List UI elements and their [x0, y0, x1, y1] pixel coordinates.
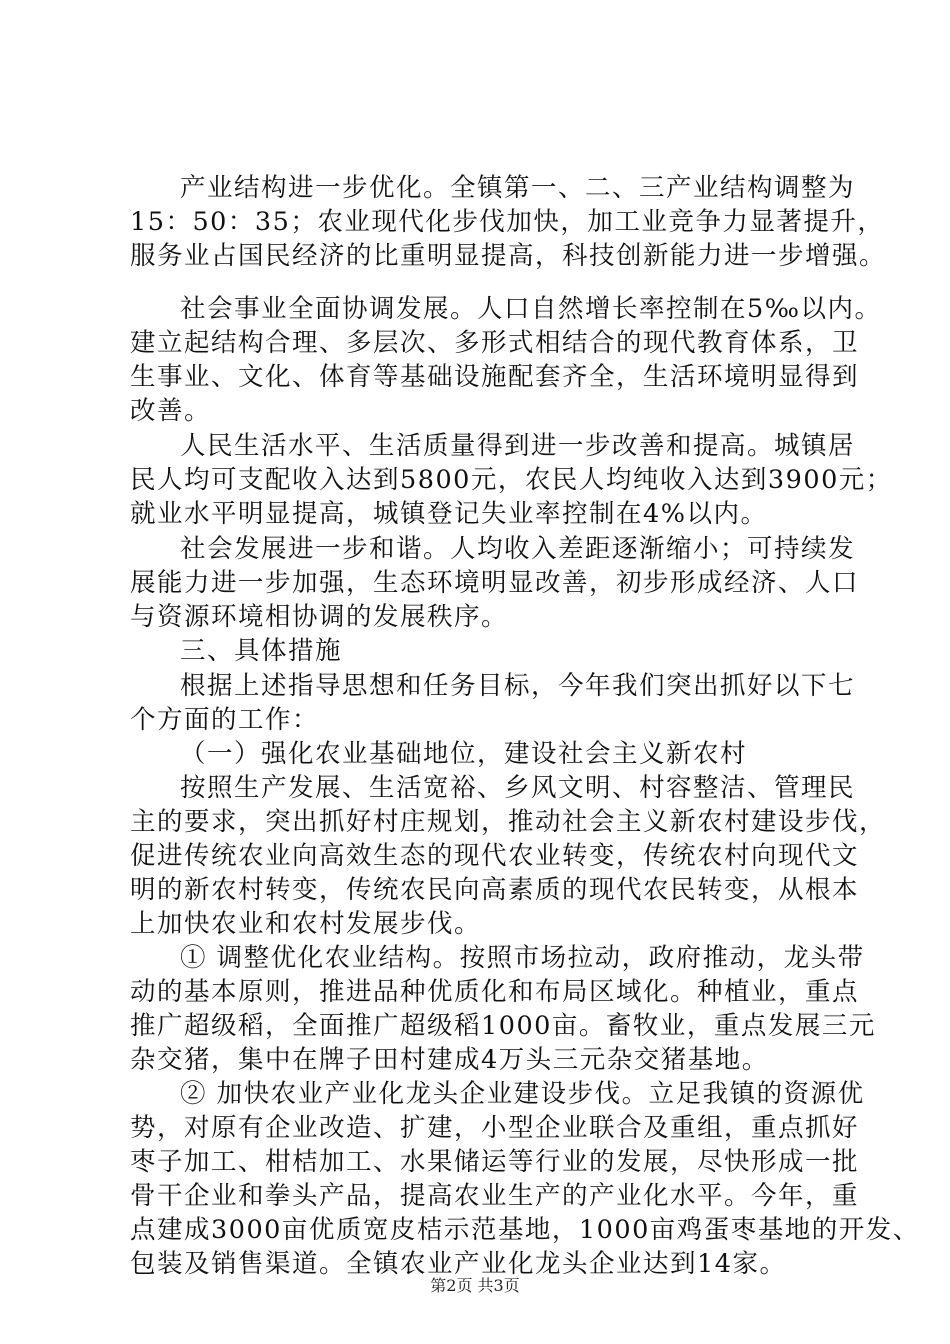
paragraph-line: ② 加快农业产业化龙头企业建设步伐。立足我镇的资源优 — [180, 1079, 865, 1109]
paragraph-line: 推广超级稻，全面推广超级稻1000亩。畜牧业，重点发展三元 — [130, 1011, 876, 1041]
paragraph-line: 产业结构进一步优化。全镇第一、二、三产业结构调整为 — [180, 173, 856, 203]
paragraph-line: ① 调整优化农业结构。按照市场拉动，政府推动，龙头带 — [180, 943, 865, 973]
paragraph-line: 人民生活水平、生活质量得到进一步改善和提高。城镇居 — [180, 431, 856, 461]
paragraph-line: 势，对原有企业改造、扩建，小型企业联合及重组，重点抓好 — [130, 1113, 860, 1143]
paragraph-line: 与资源环境相协调的发展秩序。 — [130, 602, 509, 632]
paragraph-line: 社会事业全面协调发展。人口自然增长率控制在5‰以内。 — [180, 294, 882, 324]
section-heading: 三、具体措施 — [180, 636, 343, 666]
paragraph-line: 动的基本原则，推进品种优质化和布局区域化。种植业，重点 — [130, 977, 860, 1007]
paragraph-line: 生事业、文化、体育等基础设施配套齐全，生活环境明显得到 — [130, 362, 860, 392]
paragraph-line: 改善。 — [130, 396, 212, 426]
paragraph-line: 主的要求，突出抓好村庄规划，推动社会主义新农村建设步伐， — [130, 807, 887, 837]
subsection-heading: （一）强化农业基础地位，建设社会主义新农村 — [180, 739, 748, 769]
paragraph-line: 15：50：35；农业现代化步伐加快，加工业竞争力显著提升， — [130, 207, 885, 237]
page-number-footer: 第2页 共3页 — [430, 1276, 520, 1295]
paragraph-line: 明的新农村转变，传统农民向高素质的现代农民转变，从根本 — [130, 875, 860, 905]
paragraph-line: 个方面的工作： — [130, 705, 320, 735]
paragraph-line: 服务业占国民经济的比重明显提高，科技创新能力进一步增强。 — [130, 241, 887, 271]
paragraph-line: 包装及销售渠道。全镇农业产业化龙头企业达到14家。 — [130, 1249, 787, 1279]
paragraph-line: 社会发展进一步和谐。人均收入差距逐渐缩小；可持续发 — [180, 534, 856, 564]
paragraph-line: 建立起结构合理、多层次、多形式相结合的现代教育体系，卫 — [130, 328, 860, 358]
paragraph-line: 展能力进一步加强，生态环境明显改善，初步形成经济、人口 — [130, 568, 860, 598]
paragraph-line: 枣子加工、柑桔加工、水果储运等行业的发展，尽快形成一批 — [130, 1147, 860, 1177]
paragraph-line: 点建成3000亩优质宽皮桔示范基地，1000亩鸡蛋枣基地的开发、 — [130, 1215, 920, 1245]
paragraph-line: 按照生产发展、生活宽裕、乡风文明、村容整洁、管理民 — [180, 773, 856, 803]
paragraph-line: 民人均可支配收入达到5800元，农民人均纯收入达到3900元； — [130, 465, 893, 495]
paragraph-line: 就业水平明显提高，城镇登记失业率控制在4%以内。 — [130, 499, 768, 529]
paragraph-line: 杂交猪，集中在牌子田村建成4万头三元杂交猪基地。 — [130, 1045, 769, 1075]
paragraph-line: 促进传统农业向高效生态的现代农业转变，传统农村向现代文 — [130, 841, 860, 871]
paragraph-line: 上加快农业和农村发展步伐。 — [130, 909, 482, 939]
paragraph-line: 根据上述指导思想和任务目标，今年我们突出抓好以下七 — [180, 671, 856, 701]
paragraph-line: 骨干企业和拳头产品，提高农业生产的产业化水平。今年，重 — [130, 1181, 860, 1211]
